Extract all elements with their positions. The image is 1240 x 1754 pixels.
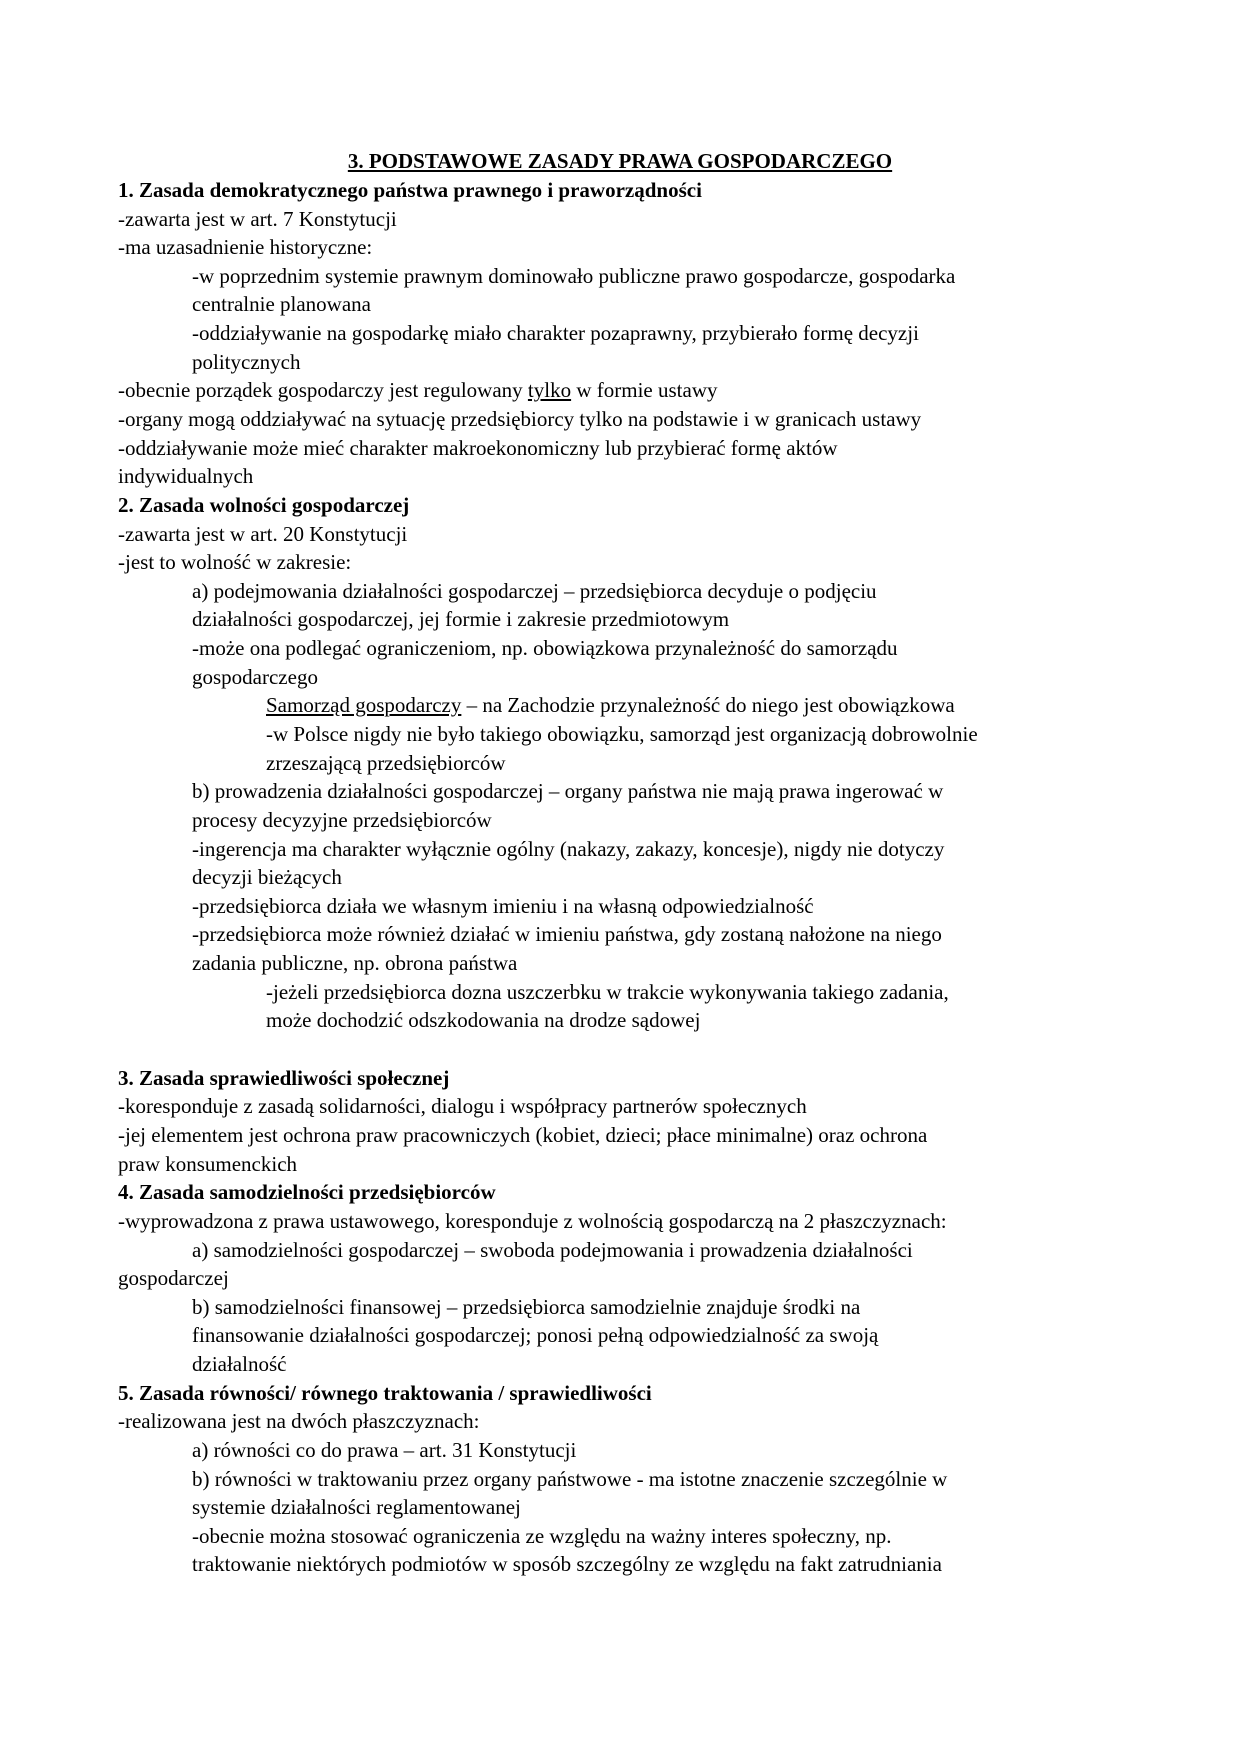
text-line: decyzji bieżących bbox=[192, 865, 342, 889]
text-line: -w poprzednim systemie prawnym dominowało publiczne prawo gospodarcze, gospodarka bbox=[192, 264, 956, 288]
text-line: procesy decyzyjne przedsiębiorców bbox=[192, 808, 492, 832]
text-line: -w Polsce nigdy nie było takiego obowiązku, samorząd jest organizacją dobrowolnie bbox=[266, 722, 978, 746]
text-line: b) prowadzenia działalności gospodarczej – organy państwa nie mają prawa ingerować w bbox=[192, 779, 944, 803]
text-line: praw konsumenckich bbox=[118, 1152, 298, 1176]
text-line: -koresponduje z zasadą solidarności, dialogu i współpracy partnerów społecznych bbox=[118, 1094, 807, 1118]
text-line: może dochodzić odszkodowania na drodze sądowej bbox=[266, 1008, 701, 1032]
text-line: b) równości w traktowaniu przez organy państwowe - ma istotne znaczenie szczególnie w bbox=[192, 1467, 948, 1491]
text-line: systemie działalności reglamentowanej bbox=[192, 1495, 521, 1519]
text-line: a) samodzielności gospodarczej – swoboda podejmowania i prowadzenia działalności bbox=[192, 1238, 913, 1262]
text-line: -ma uzasadnienie historyczne: bbox=[118, 235, 373, 259]
text-line: gospodarczego bbox=[192, 665, 318, 689]
text-line bbox=[266, 691, 955, 719]
document-title: 3. PODSTAWOWE ZASADY PRAWA GOSPODARCZEGO bbox=[347, 149, 893, 173]
text-line: -organy mogą oddziaływać na sytuację przedsiębiorcy tylko na podstawie i w granicach ustawy bbox=[118, 407, 922, 431]
text-line: zadania publiczne, np. obrona państwa bbox=[192, 951, 518, 975]
section-3-heading: 3. Zasada sprawiedliwości społecznej bbox=[118, 1066, 450, 1090]
text-segment: -obecnie porządek gospodarczy jest regulowany bbox=[118, 378, 528, 402]
text-line: a) równości co do prawa – art. 31 Konstytucji bbox=[192, 1438, 577, 1462]
text-line: działalność bbox=[192, 1352, 287, 1376]
section-2-heading: 2. Zasada wolności gospodarczej bbox=[118, 493, 410, 517]
text-line: zrzeszającą przedsiębiorców bbox=[266, 751, 506, 775]
section-5-heading: 5. Zasada równości/ równego traktowania / sprawiedliwości bbox=[118, 1381, 652, 1405]
text-line: finansowanie działalności gospodarczej; ponosi pełną odpowiedzialność za swoją bbox=[192, 1323, 879, 1347]
text-line: indywidualnych bbox=[118, 464, 254, 488]
text-line: -wyprowadzona z prawa ustawowego, koresponduje z wolnością gospodarczą na 2 płaszczyznach: bbox=[118, 1209, 947, 1233]
text-line: -oddziaływanie może mieć charakter makroekonomiczny lub przybierać formę aktów bbox=[118, 436, 838, 460]
underlined-term: Samorząd gospodarczy bbox=[266, 693, 462, 717]
text-line: -jej elementem jest ochrona praw pracowniczych (kobiet, dzieci; płace minimalne) oraz ochrona bbox=[118, 1123, 928, 1147]
text-line: a) podejmowania działalności gospodarczej – przedsiębiorca decyduje o podjęciu bbox=[192, 579, 877, 603]
text-line: politycznych bbox=[192, 350, 301, 374]
text-line: -realizowana jest na dwóch płaszczyznach: bbox=[118, 1409, 480, 1433]
text-line: -obecnie można stosować ograniczenia ze względu na ważny interes społeczny, np. bbox=[192, 1524, 892, 1548]
text-segment: w formie ustawy bbox=[571, 378, 718, 402]
text-line: centralnie planowana bbox=[192, 292, 371, 316]
text-line: gospodarczej bbox=[118, 1266, 229, 1290]
text-line: -jest to wolność w zakresie: bbox=[118, 550, 352, 574]
section-4-heading: 4. Zasada samodzielności przedsiębiorców bbox=[118, 1180, 496, 1204]
text-line: -zawarta jest w art. 20 Konstytucji bbox=[118, 522, 408, 546]
text-segment: – na Zachodzie przynależność do niego jest obowiązkowa bbox=[461, 693, 955, 717]
text-line: b) samodzielności finansowej – przedsiębiorca samodzielnie znajduje środki na bbox=[192, 1295, 861, 1319]
text-line: -ingerencja ma charakter wyłącznie ogólny (nakazy, zakazy, koncesje), nigdy nie dotyczy bbox=[192, 837, 945, 861]
text-line: -może ona podlegać ograniczeniom, np. obowiązkowa przynależność do samorządu bbox=[192, 636, 898, 660]
text-line bbox=[118, 376, 717, 404]
underlined-word: tylko bbox=[527, 378, 572, 402]
text-line: działalności gospodarczej, jej formie i zakresie przedmiotowym bbox=[192, 607, 730, 631]
text-line: -jeżeli przedsiębiorca dozna uszczerbku w trakcie wykonywania takiego zadania, bbox=[266, 980, 949, 1004]
text-line: -zawarta jest w art. 7 Konstytucji bbox=[118, 207, 397, 231]
text-line: -przedsiębiorca działa we własnym imieniu i na własną odpowiedzialność bbox=[192, 894, 814, 918]
section-1-heading: 1. Zasada demokratycznego państwa prawnego i praworządności bbox=[118, 178, 702, 202]
text-line: -przedsiębiorca może również działać w imieniu państwa, gdy zostaną nałożone na niego bbox=[192, 922, 942, 946]
text-line: -oddziaływanie na gospodarkę miało charakter pozaprawny, przybierało formę decyzji bbox=[192, 321, 919, 345]
text-line: traktowanie niektórych podmiotów w sposób szczególny ze względu na fakt zatrudniania bbox=[192, 1552, 942, 1576]
